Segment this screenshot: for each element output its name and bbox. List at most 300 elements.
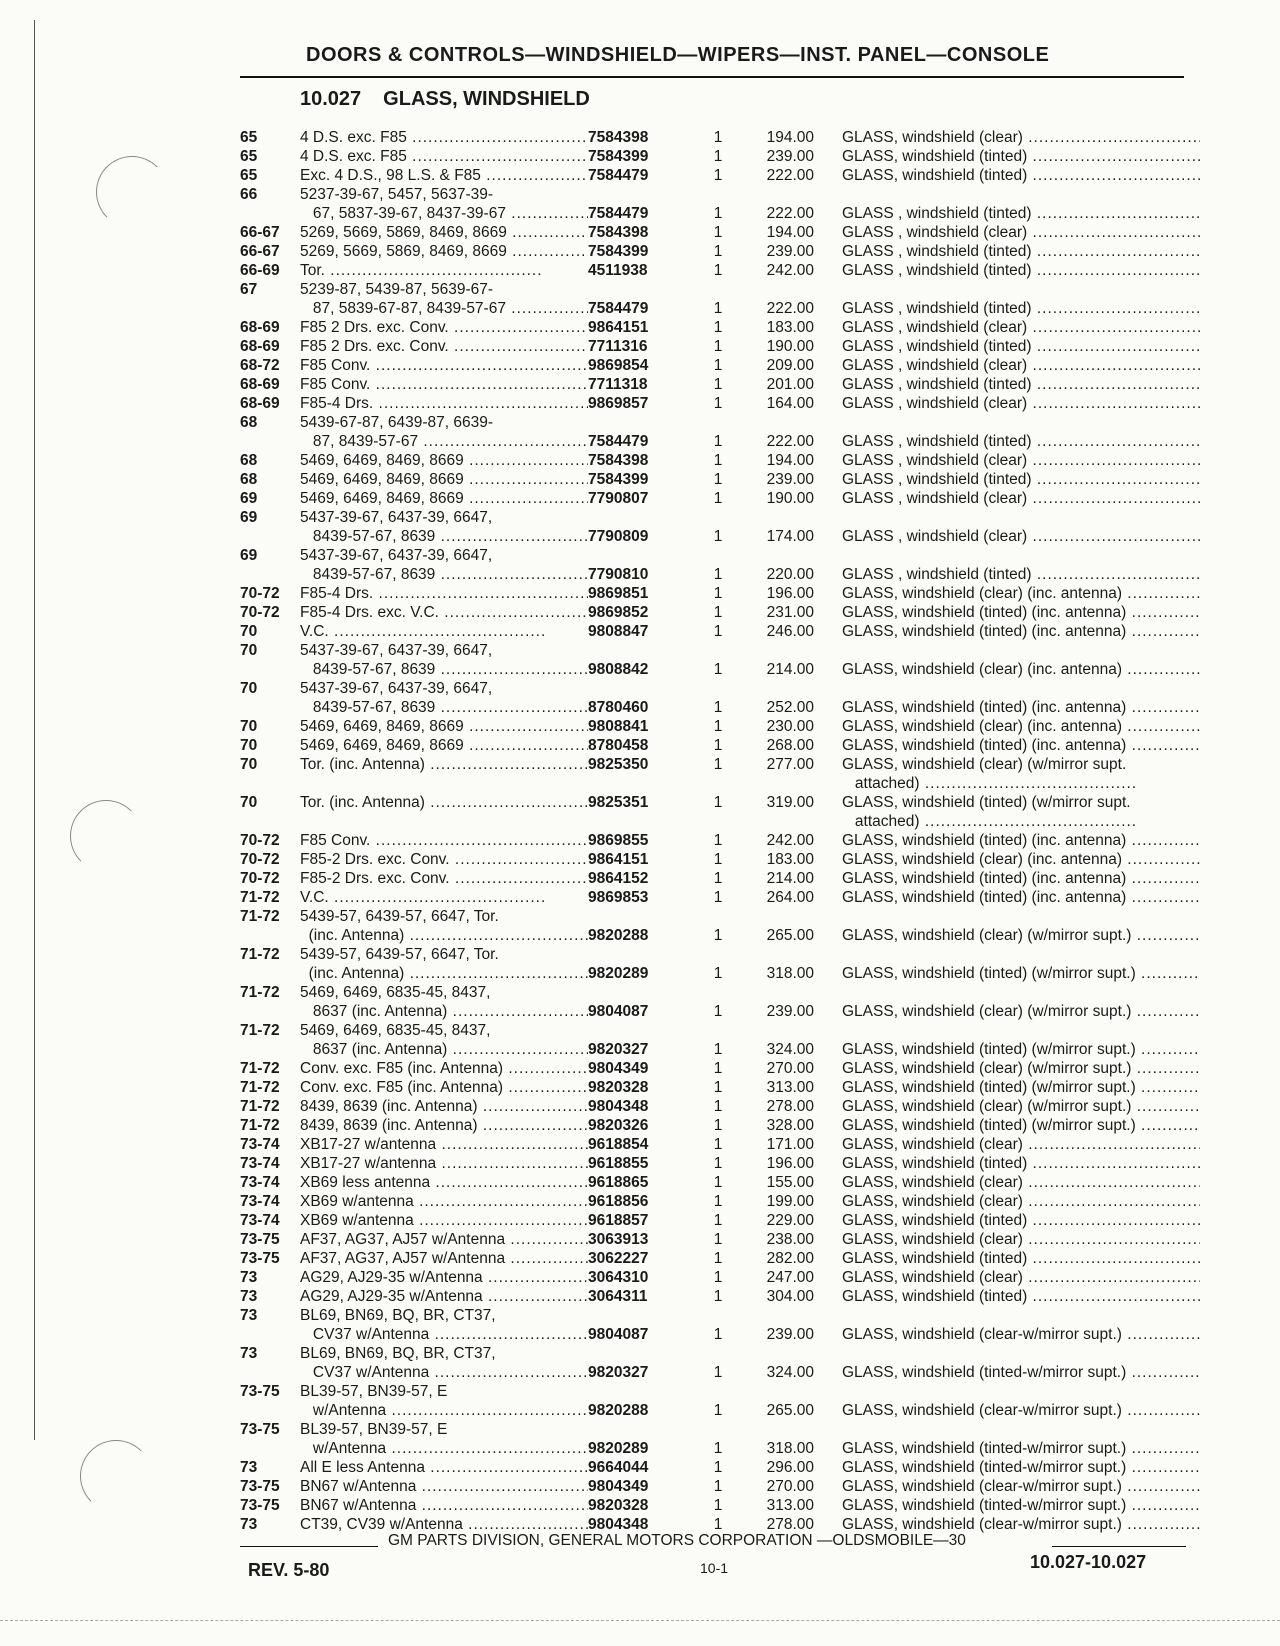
description-cell xyxy=(842,1458,1200,1477)
description-line: GLASS , windshield (tinted) ..... xyxy=(842,337,1200,356)
model-line: XB17-27 w/antenna ..... xyxy=(300,1154,588,1173)
table-row xyxy=(240,1097,1200,1116)
model-line: 5239-87, 5439-87, 5639-67- xyxy=(300,281,494,298)
part-number-cell: 8780460 xyxy=(588,699,649,716)
description-line: GLASS, windshield (tinted) (w/mirror supt.) ..... xyxy=(842,1116,1200,1135)
parts-table xyxy=(240,128,1200,1534)
description-line: GLASS , windshield (tinted) ..... xyxy=(842,204,1200,223)
description-line: GLASS , windshield (tinted) ..... xyxy=(842,565,1200,584)
quantity-cell: 1 xyxy=(713,1269,723,1286)
description-cell xyxy=(842,470,1200,489)
model-line: AF37, AG37, AJ57 w/Antenna ..... xyxy=(300,1249,588,1268)
model-cell xyxy=(300,1097,588,1116)
quantity-cell: 1 xyxy=(713,623,723,640)
description-cell xyxy=(842,1173,1200,1192)
description-line: GLASS, windshield (tinted-w/mirror supt.) ..... xyxy=(842,1439,1200,1458)
description-cell xyxy=(842,1249,1200,1268)
scan-bottom-edge xyxy=(0,1620,1280,1622)
price-cell: 194.00 xyxy=(766,224,814,241)
model-line: AG29, AJ29-35 w/Antenna ..... xyxy=(300,1287,588,1306)
description-cell xyxy=(842,964,1200,983)
part-number-cell: 9825351 xyxy=(588,794,649,811)
model-cell xyxy=(300,1344,588,1382)
description-line: GLASS, windshield (clear) (w/mirror supt.) ..... xyxy=(842,1059,1200,1078)
description-cell xyxy=(842,888,1200,907)
price-cell: 318.00 xyxy=(766,1440,814,1457)
description-cell xyxy=(842,242,1200,261)
price-cell: 318.00 xyxy=(766,965,814,982)
year-cell: 73-74 xyxy=(240,1155,280,1172)
table-row xyxy=(240,850,1200,869)
part-number-cell: 3064311 xyxy=(588,1288,648,1305)
description-line: GLASS, windshield (clear) (inc. antenna) ..... xyxy=(842,717,1200,736)
price-cell: 190.00 xyxy=(766,338,814,355)
model-line: V.C. ..... xyxy=(300,888,588,907)
price-cell: 265.00 xyxy=(766,1402,814,1419)
price-cell: 264.00 xyxy=(766,889,814,906)
year-cell: 73-75 xyxy=(240,1497,280,1514)
description-cell xyxy=(842,223,1200,242)
description-cell xyxy=(842,394,1200,413)
quantity-cell: 1 xyxy=(713,357,723,374)
quantity-cell: 1 xyxy=(713,566,723,583)
year-cell: 68-69 xyxy=(240,395,280,412)
price-cell: 222.00 xyxy=(766,167,814,184)
price-cell: 190.00 xyxy=(766,490,814,507)
year-cell: 68-69 xyxy=(240,319,280,336)
model-line: 5437-39-67, 6437-39, 6647, xyxy=(300,642,493,659)
description-line: GLASS, windshield (tinted) ..... xyxy=(842,1249,1200,1268)
year-cell: 69 xyxy=(240,490,258,507)
description-cell xyxy=(842,926,1200,945)
model-line: 5469, 6469, 6835-45, 8437, xyxy=(300,1022,491,1039)
table-row xyxy=(240,679,1200,717)
table-row xyxy=(240,413,1200,451)
year-cell: 73 xyxy=(240,1288,258,1305)
description-cell xyxy=(842,736,1200,755)
price-cell: 183.00 xyxy=(766,319,814,336)
description-cell xyxy=(842,147,1200,166)
model-line: Conv. exc. F85 (inc. Antenna) ..... xyxy=(300,1078,588,1097)
table-row xyxy=(240,907,1200,945)
quantity-cell: 1 xyxy=(713,870,723,887)
model-line: F85-4 Drs. ..... xyxy=(300,584,588,603)
description-cell xyxy=(842,375,1200,394)
quantity-cell: 1 xyxy=(713,1478,723,1495)
year-cell: 70-72 xyxy=(240,851,280,868)
model-line: F85 Conv. ..... xyxy=(300,831,588,850)
description-line: GLASS, windshield (clear-w/mirror supt.) ..... xyxy=(842,1401,1200,1420)
price-cell: 282.00 xyxy=(766,1250,814,1267)
description-line: GLASS, windshield (clear) (w/mirror supt.) ..... xyxy=(842,1097,1200,1116)
description-cell xyxy=(842,1078,1200,1097)
table-row xyxy=(240,508,1200,546)
description-line: GLASS, windshield (clear) (w/mirror supt.) ..... xyxy=(842,1002,1200,1021)
part-number-cell: 9864152 xyxy=(588,870,649,887)
part-number-cell: 7584398 xyxy=(588,129,649,146)
model-line: 8439, 8639 (inc. Antenna) ..... xyxy=(300,1097,588,1116)
part-number-cell: 9820327 xyxy=(588,1364,649,1381)
part-number-cell: 9618854 xyxy=(588,1136,649,1153)
price-cell: 278.00 xyxy=(766,1516,814,1533)
model-cell xyxy=(300,1173,588,1192)
punch-hole-mark xyxy=(70,800,142,872)
year-cell: 65 xyxy=(240,129,258,146)
description-cell xyxy=(842,204,1200,223)
model-cell xyxy=(300,679,588,717)
quantity-cell: 1 xyxy=(713,718,723,735)
model-cell xyxy=(300,318,588,337)
quantity-cell: 1 xyxy=(713,490,723,507)
table-row xyxy=(240,983,1200,1021)
description-line: GLASS, windshield (clear) (w/mirror supt.) ..... xyxy=(842,926,1200,945)
quantity-cell: 1 xyxy=(713,205,723,222)
year-cell: 70 xyxy=(240,737,258,754)
footer-rule xyxy=(240,1546,378,1547)
price-cell: 239.00 xyxy=(766,1003,814,1020)
model-cell xyxy=(300,793,588,831)
quantity-cell: 1 xyxy=(713,737,723,754)
description-line: GLASS, windshield (tinted-w/mirror supt.) ..... xyxy=(842,1458,1200,1477)
table-row xyxy=(240,337,1200,356)
model-cell xyxy=(300,280,588,318)
year-cell: 69 xyxy=(240,547,258,564)
table-row xyxy=(240,831,1200,850)
table-row xyxy=(240,261,1200,280)
model-cell xyxy=(300,128,588,147)
price-cell: 324.00 xyxy=(766,1364,814,1381)
part-number-cell: 7584398 xyxy=(588,224,649,241)
price-cell: 196.00 xyxy=(766,1155,814,1172)
model-line: AG29, AJ29-35 w/Antenna ..... xyxy=(300,1268,588,1287)
quantity-cell: 1 xyxy=(713,1193,723,1210)
description-line: GLASS, windshield (clear) ..... xyxy=(842,1135,1200,1154)
model-cell xyxy=(300,1116,588,1135)
model-line: F85-4 Drs. ..... xyxy=(300,394,588,413)
punch-hole-mark xyxy=(80,1440,152,1512)
model-line: F85 Conv. ..... xyxy=(300,356,588,375)
model-line: 8439-57-67, 8639 ..... xyxy=(300,698,588,717)
description-line: GLASS, windshield (tinted) ..... xyxy=(842,1211,1200,1230)
table-row xyxy=(240,1059,1200,1078)
model-line: XB69 w/antenna ..... xyxy=(300,1192,588,1211)
price-cell: 239.00 xyxy=(766,243,814,260)
model-cell xyxy=(300,1477,588,1496)
description-cell xyxy=(842,1230,1200,1249)
price-cell: 239.00 xyxy=(766,1326,814,1343)
table-row xyxy=(240,185,1200,223)
model-line: BL39-57, BN39-57, E xyxy=(300,1421,448,1438)
part-number-cell: 9869857 xyxy=(588,395,649,412)
model-line: F85-4 Drs. exc. V.C. ..... xyxy=(300,603,588,622)
description-cell xyxy=(842,793,1200,831)
table-row xyxy=(240,166,1200,185)
description-line: GLASS , windshield (tinted) ..... xyxy=(842,299,1200,318)
part-number-cell: 3062227 xyxy=(588,1250,649,1267)
year-cell: 68 xyxy=(240,471,258,488)
part-number-cell: 3064310 xyxy=(588,1269,649,1286)
table-row xyxy=(240,280,1200,318)
quantity-cell: 1 xyxy=(713,1212,723,1229)
quantity-cell: 1 xyxy=(713,452,723,469)
year-cell: 70 xyxy=(240,680,258,697)
year-cell: 73-75 xyxy=(240,1231,280,1248)
year-cell: 73-75 xyxy=(240,1250,280,1267)
year-cell: 73-74 xyxy=(240,1174,280,1191)
model-cell xyxy=(300,1230,588,1249)
year-cell: 70-72 xyxy=(240,604,280,621)
year-cell: 73-75 xyxy=(240,1421,280,1438)
table-row xyxy=(240,1458,1200,1477)
model-line: 8637 (inc. Antenna) ..... xyxy=(300,1002,588,1021)
description-line: GLASS , windshield (tinted) ..... xyxy=(842,432,1200,451)
model-cell xyxy=(300,223,588,242)
price-cell: 270.00 xyxy=(766,1478,814,1495)
model-line: F85-2 Drs. exc. Conv. ..... xyxy=(300,850,588,869)
part-number-cell: 9864151 xyxy=(588,319,649,336)
model-cell xyxy=(300,1211,588,1230)
description-line: GLASS , windshield (clear) ..... xyxy=(842,451,1200,470)
table-row xyxy=(240,1154,1200,1173)
description-line: GLASS, windshield (tinted) (inc. antenna) ..... xyxy=(842,698,1200,717)
model-line: AF37, AG37, AJ57 w/Antenna ..... xyxy=(300,1230,588,1249)
year-cell: 71-72 xyxy=(240,1079,280,1096)
description-line: GLASS, windshield (tinted) (inc. antenna) ..... xyxy=(842,622,1200,641)
part-number-cell: 9664044 xyxy=(588,1459,649,1476)
year-cell: 71-72 xyxy=(240,1117,280,1134)
model-line: 5439-57, 6439-57, 6647, Tor. xyxy=(300,946,499,963)
description-cell xyxy=(842,527,1200,546)
description-line: GLASS, windshield (tinted) (inc. antenna) ..... xyxy=(842,888,1200,907)
description-line: GLASS, windshield (clear) (inc. antenna) ..... xyxy=(842,584,1200,603)
price-cell: 164.00 xyxy=(766,395,814,412)
part-number-cell: 9820288 xyxy=(588,927,649,944)
table-row xyxy=(240,755,1200,793)
model-line: 5269, 5669, 5869, 8469, 8669 ..... xyxy=(300,223,588,242)
year-cell: 73-75 xyxy=(240,1383,280,1400)
quantity-cell: 1 xyxy=(713,1516,723,1533)
model-cell xyxy=(300,375,588,394)
description-line: attached) ..... xyxy=(842,812,1200,831)
quantity-cell: 1 xyxy=(713,1326,723,1343)
year-cell: 66-67 xyxy=(240,243,280,260)
model-cell xyxy=(300,831,588,850)
part-number-cell: 9804087 xyxy=(588,1326,649,1343)
description-line: GLASS, windshield (clear) ..... xyxy=(842,1173,1200,1192)
price-cell: 222.00 xyxy=(766,433,814,450)
table-row xyxy=(240,717,1200,736)
quantity-cell: 1 xyxy=(713,1250,723,1267)
quantity-cell: 1 xyxy=(713,471,723,488)
table-row xyxy=(240,641,1200,679)
model-cell xyxy=(300,470,588,489)
model-line: F85 2 Drs. exc. Conv. ..... xyxy=(300,318,588,337)
part-number-cell: 8780458 xyxy=(588,737,649,754)
description-line: GLASS, windshield (tinted) (w/mirror supt. xyxy=(842,794,1131,811)
model-cell xyxy=(300,603,588,622)
model-line: 8439-57-67, 8639 ..... xyxy=(300,565,588,584)
model-line: Tor. (inc. Antenna) ..... xyxy=(300,755,588,774)
model-line: (inc. Antenna) ..... xyxy=(300,926,588,945)
part-number-cell: 7790807 xyxy=(588,490,649,507)
price-cell: 174.00 xyxy=(766,528,814,545)
price-cell: 201.00 xyxy=(766,376,814,393)
quantity-cell: 1 xyxy=(713,1402,723,1419)
part-number-cell: 7711318 xyxy=(588,376,648,393)
model-cell xyxy=(300,1135,588,1154)
table-row xyxy=(240,242,1200,261)
year-cell: 71-72 xyxy=(240,1060,280,1077)
year-cell: 73 xyxy=(240,1459,258,1476)
description-line: GLASS , windshield (tinted) ..... xyxy=(842,470,1200,489)
model-cell xyxy=(300,983,588,1021)
price-cell: 220.00 xyxy=(766,566,814,583)
model-cell xyxy=(300,1382,588,1420)
year-cell: 70 xyxy=(240,718,258,735)
year-cell: 73-74 xyxy=(240,1212,280,1229)
price-cell: 319.00 xyxy=(766,794,814,811)
price-cell: 239.00 xyxy=(766,148,814,165)
table-row xyxy=(240,1021,1200,1059)
model-cell xyxy=(300,1059,588,1078)
description-cell xyxy=(842,1401,1200,1420)
year-cell: 70 xyxy=(240,642,258,659)
description-line: GLASS, windshield (tinted) ..... xyxy=(842,1154,1200,1173)
year-cell: 71-72 xyxy=(240,1022,280,1039)
quantity-cell: 1 xyxy=(713,1136,723,1153)
year-cell: 68 xyxy=(240,414,258,431)
model-cell xyxy=(300,185,588,223)
description-line: GLASS, windshield (tinted) (inc. antenna) ..... xyxy=(842,869,1200,888)
year-cell: 71-72 xyxy=(240,1098,280,1115)
page-title: DOORS & CONTROLS—WINDSHIELD—WIPERS—INST. PANEL—CONSOLE xyxy=(306,44,1050,66)
description-cell xyxy=(842,432,1200,451)
model-cell xyxy=(300,1078,588,1097)
quantity-cell: 1 xyxy=(713,832,723,849)
part-number-cell: 9820288 xyxy=(588,1402,649,1419)
model-cell xyxy=(300,166,588,185)
price-cell: 171.00 xyxy=(766,1136,814,1153)
table-row xyxy=(240,1287,1200,1306)
model-line: F85-2 Drs. exc. Conv. ..... xyxy=(300,869,588,888)
footer-rule xyxy=(1052,1546,1186,1547)
description-line: GLASS, windshield (tinted) ..... xyxy=(842,166,1200,185)
part-number-cell: 9808847 xyxy=(588,623,649,640)
model-line: Conv. exc. F85 (inc. Antenna) ..... xyxy=(300,1059,588,1078)
year-cell: 70-72 xyxy=(240,585,280,602)
part-number-cell: 9820327 xyxy=(588,1041,649,1058)
page-number: 10-1 xyxy=(700,1560,729,1576)
part-number-cell: 9808841 xyxy=(588,718,649,735)
model-line: 5469, 6469, 6835-45, 8437, xyxy=(300,984,491,1001)
description-cell xyxy=(842,166,1200,185)
part-number-cell: 7584479 xyxy=(588,300,649,317)
model-line: 4 D.S. exc. F85 ..... xyxy=(300,128,588,147)
description-line: GLASS, windshield (tinted) (inc. antenna) ..... xyxy=(842,603,1200,622)
description-line: GLASS, windshield (clear) ..... xyxy=(842,128,1200,147)
year-cell: 73 xyxy=(240,1269,258,1286)
description-line: GLASS, windshield (clear-w/mirror supt.) ..... xyxy=(842,1515,1200,1534)
description-line: GLASS, windshield (tinted) (w/mirror supt.) ..... xyxy=(842,1040,1200,1059)
quantity-cell: 1 xyxy=(713,965,723,982)
model-cell xyxy=(300,1458,588,1477)
description-cell xyxy=(842,337,1200,356)
table-row xyxy=(240,1192,1200,1211)
table-row xyxy=(240,603,1200,622)
description-cell xyxy=(842,1268,1200,1287)
quantity-cell: 1 xyxy=(713,1098,723,1115)
description-line: GLASS, windshield (clear-w/mirror supt.) ..... xyxy=(842,1477,1200,1496)
table-row xyxy=(240,451,1200,470)
year-cell: 68-69 xyxy=(240,376,280,393)
description-line: GLASS, windshield (tinted) (inc. antenna) ..... xyxy=(842,831,1200,850)
part-number-cell: 4511938 xyxy=(588,262,648,279)
model-line: BN67 w/Antenna ..... xyxy=(300,1496,588,1515)
part-number-cell: 9820328 xyxy=(588,1079,649,1096)
price-cell: 242.00 xyxy=(766,832,814,849)
model-line: 8439, 8639 (inc. Antenna) ..... xyxy=(300,1116,588,1135)
quantity-cell: 1 xyxy=(713,1231,723,1248)
year-cell: 66-69 xyxy=(240,262,280,279)
quantity-cell: 1 xyxy=(713,585,723,602)
description-cell xyxy=(842,584,1200,603)
price-cell: 277.00 xyxy=(766,756,814,773)
price-cell: 183.00 xyxy=(766,851,814,868)
description-line: GLASS , windshield (tinted) ..... xyxy=(842,375,1200,394)
description-line: GLASS , windshield (clear) ..... xyxy=(842,527,1200,546)
part-number-cell: 9820328 xyxy=(588,1497,649,1514)
model-line: BL69, BN69, BQ, BR, CT37, xyxy=(300,1307,496,1324)
model-cell xyxy=(300,508,588,546)
year-cell: 71-72 xyxy=(240,946,280,963)
description-cell xyxy=(842,565,1200,584)
quantity-cell: 1 xyxy=(713,927,723,944)
table-row xyxy=(240,945,1200,983)
year-cell: 70 xyxy=(240,756,258,773)
quantity-cell: 1 xyxy=(713,1174,723,1191)
year-cell: 73 xyxy=(240,1345,258,1362)
quantity-cell: 1 xyxy=(713,604,723,621)
quantity-cell: 1 xyxy=(713,889,723,906)
part-number-cell: 9808842 xyxy=(588,661,649,678)
quantity-cell: 1 xyxy=(713,1440,723,1457)
quantity-cell: 1 xyxy=(713,1459,723,1476)
model-cell xyxy=(300,622,588,641)
table-row xyxy=(240,546,1200,584)
model-line: Tor. ..... xyxy=(300,261,588,280)
price-cell: 324.00 xyxy=(766,1041,814,1058)
description-line: GLASS, windshield (tinted-w/mirror supt.) ..... xyxy=(842,1496,1200,1515)
model-cell xyxy=(300,413,588,451)
description-cell xyxy=(842,128,1200,147)
description-cell xyxy=(842,1059,1200,1078)
part-number-cell: 3063913 xyxy=(588,1231,649,1248)
year-cell: 73-74 xyxy=(240,1193,280,1210)
description-cell xyxy=(842,850,1200,869)
model-line: F85 Conv. ..... xyxy=(300,375,588,394)
quantity-cell: 1 xyxy=(713,1060,723,1077)
table-row xyxy=(240,1477,1200,1496)
description-line: GLASS, windshield (clear) ..... xyxy=(842,1230,1200,1249)
description-line: GLASS , windshield (tinted) ..... xyxy=(842,242,1200,261)
year-cell: 65 xyxy=(240,167,258,184)
model-cell xyxy=(300,641,588,679)
description-line: GLASS, windshield (tinted) ..... xyxy=(842,147,1200,166)
description-cell xyxy=(842,1287,1200,1306)
description-line: GLASS , windshield (tinted) ..... xyxy=(842,261,1200,280)
part-number-cell: 9804349 xyxy=(588,1060,649,1077)
description-line: attached) ..... xyxy=(842,774,1200,793)
